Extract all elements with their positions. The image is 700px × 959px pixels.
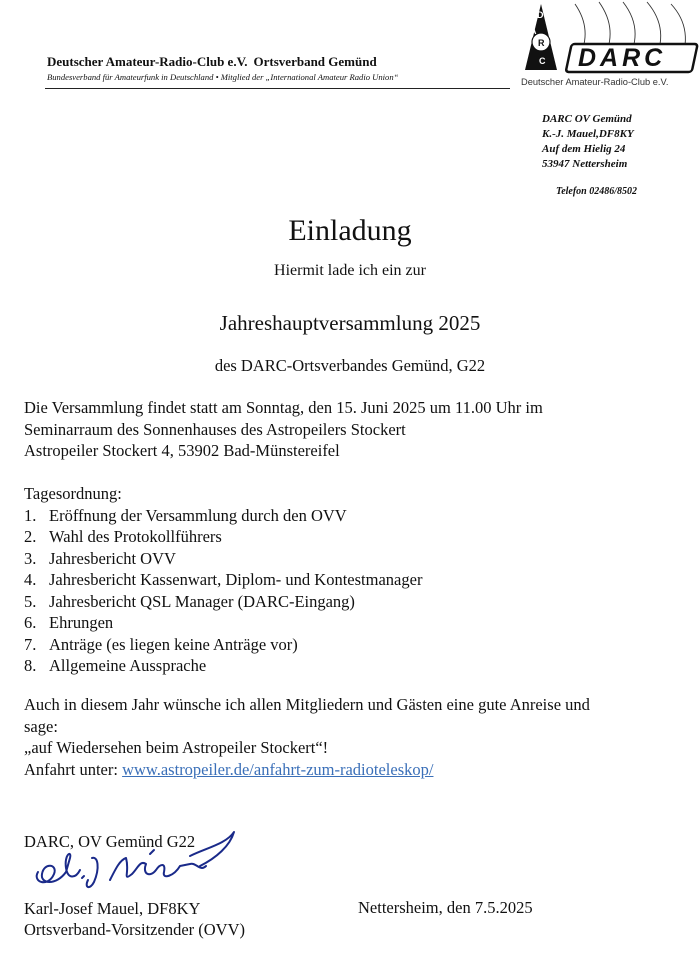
- venue-line2: Seminarraum des Sonnenhauses des Astropeilers Stockert: [24, 419, 406, 439]
- directions-line: [24, 759, 674, 781]
- venue-line3: Astropeiler Stockert 4, 53902 Bad-Münstereifel: [24, 441, 340, 460]
- signatory-role: Ortsverband-Vorsitzender (OVV): [24, 920, 246, 939]
- closing-line1: Auch in diesem Jahr wünsche ich allen Mitgliedern und Gästen eine gute Anreise und: [24, 695, 590, 714]
- logo-letter-a: A: [530, 26, 537, 36]
- closing-paragraph: [24, 694, 674, 780]
- agenda-item: 3. Jahresbericht OVV: [24, 548, 176, 568]
- directions-label: Anfahrt unter:: [24, 759, 118, 779]
- agenda-item: 5. Jahresbericht QSL Manager (DARC-Eingang): [24, 591, 355, 611]
- handwritten-signature: [30, 828, 240, 898]
- sender-line2: K.-J. Mauel,DF8KY: [542, 128, 634, 140]
- darc-wordmark: DARC: [578, 44, 667, 72]
- logo-caption: Deutscher Amateur-Radio-Club e.V.: [521, 77, 669, 87]
- signature-org-line: DARC, OV Gemünd G22: [24, 832, 196, 851]
- signatory-block: [24, 898, 245, 940]
- association-line: Bundesverband für Amateurfunk in Deutschland • Mitglied der „International Amateur Radio Union“: [47, 72, 399, 82]
- closing-line3: „auf Wiedersehen beim Astropeiler Stockert“!: [24, 738, 329, 757]
- agenda-item: 6. Ehrungen: [24, 613, 114, 632]
- sender-line4: 53947 Nettersheim: [542, 158, 628, 170]
- logo-letter-d: D: [537, 10, 544, 20]
- agenda-item: 8. Allgemeine Aussprache: [24, 656, 207, 675]
- header-divider: [45, 88, 510, 89]
- logo-letter-r: R: [538, 38, 545, 48]
- sender-line1: DARC OV Gemünd: [542, 113, 632, 125]
- organizer-line: des DARC-Ortsverbandes Gemünd, G22: [214, 356, 486, 375]
- closing-line2: sage:: [24, 716, 58, 736]
- sender-phone: Telefon 02486/8502: [556, 186, 638, 197]
- club-name-heading: [47, 54, 377, 70]
- local-chapter: Ortsverband Gemünd: [253, 54, 377, 69]
- venue-paragraph: [24, 397, 543, 462]
- intro-line: Hiermit lade ich ein zur: [274, 262, 426, 279]
- agenda-item: 7. Anträge (es liegen keine Anträge vor): [24, 634, 298, 654]
- signatory-name: Karl-Josef Mauel, DF8KY: [24, 899, 201, 918]
- club-name: Deutscher Amateur-Radio-Club e.V.: [47, 54, 248, 69]
- agenda-item: 4. Jahresbericht Kassenwart, Diplom- und Kontestmanager: [24, 570, 423, 589]
- agenda: [24, 483, 422, 677]
- venue-line1: Die Versammlung findet statt am Sonntag, den 15. Juni 2025 um 11.00 Uhr im: [24, 398, 543, 417]
- directions-link[interactable]: www.astropeiler.de/anfahrt-zum-radioteleskop/: [122, 759, 434, 779]
- agenda-list: [24, 505, 422, 677]
- agenda-item: 2. Wahl des Protokollführers: [24, 527, 222, 546]
- page-title: Einladung: [288, 214, 412, 247]
- sender-address: [542, 112, 634, 172]
- sender-line3: Auf dem Hielig 24: [542, 143, 626, 155]
- event-title: Jahreshauptversammlung 2025: [219, 311, 481, 335]
- agenda-item: 1. Eröffnung der Versammlung durch den OVV: [24, 505, 347, 525]
- logo-letter-c: C: [539, 56, 546, 66]
- place-date: Nettersheim, den 7.5.2025: [358, 898, 533, 917]
- agenda-heading: Tagesordnung:: [24, 484, 122, 503]
